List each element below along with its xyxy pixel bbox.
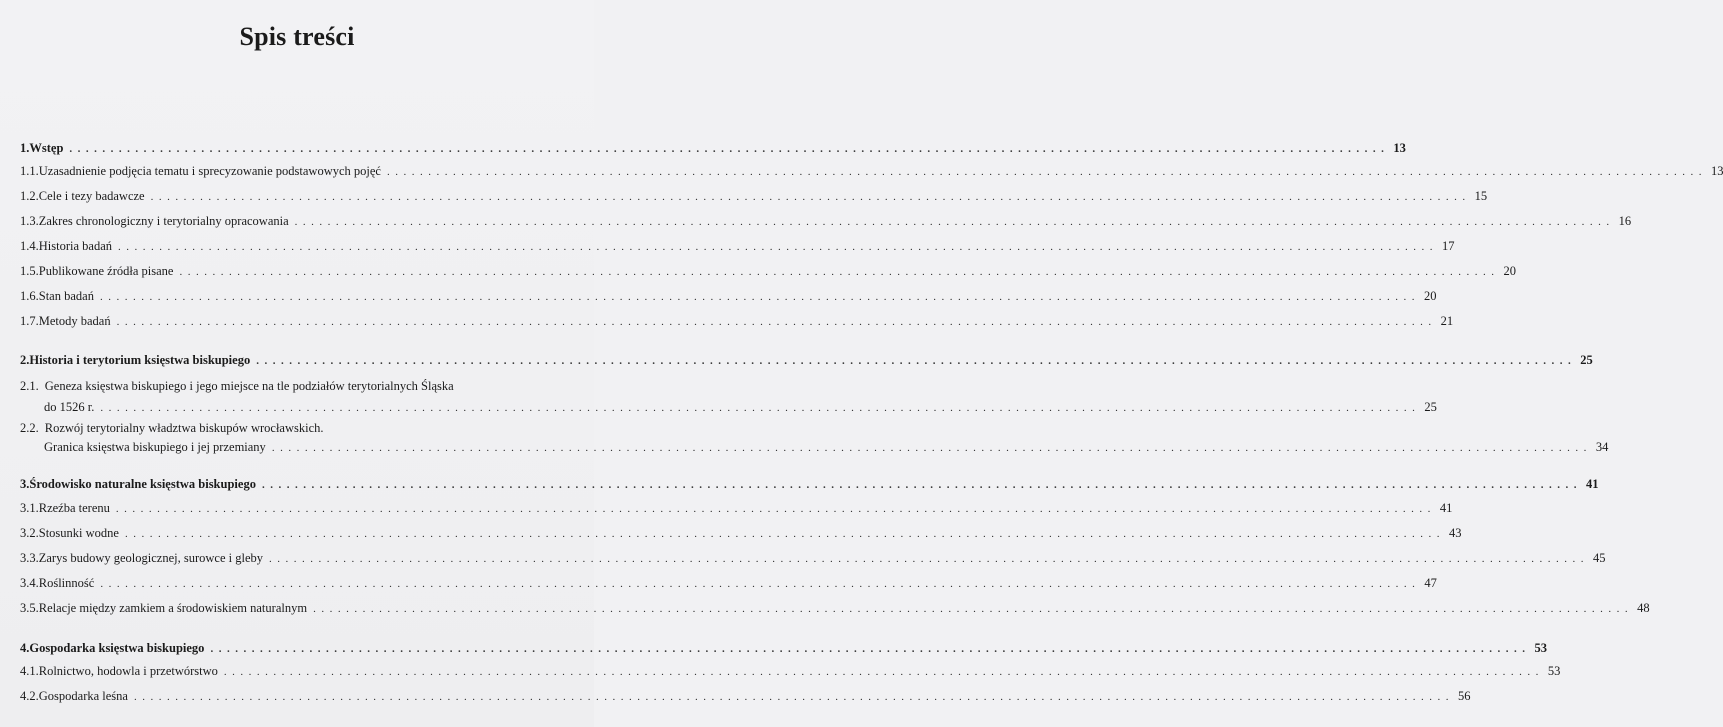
toc-entry (20, 575, 1437, 591)
toc-entry (20, 476, 1599, 492)
toc-entry-page: 34 (1595, 440, 1609, 454)
toc-entry-page: 47 (1424, 576, 1437, 590)
toc-entry-title: Rolnictwo, hodowla i przetwórstwo (38, 664, 218, 678)
dot-leader: ................................................................................................................................................................ (386, 166, 1707, 178)
dot-leader: ................................................................................................................................................................ (294, 216, 1615, 228)
toc-entry-number: 2.1. (20, 379, 39, 393)
toc-entry (20, 263, 1516, 279)
toc-entry (20, 163, 1723, 179)
toc-entry-line (20, 500, 1453, 516)
toc-entry-title: Publikowane źródła pisane (38, 264, 174, 278)
toc-entry-number: 1.3. (20, 214, 39, 228)
toc-entry-number: 1. (20, 141, 30, 155)
toc-entry-line (20, 140, 1406, 156)
toc-entry-page: 25 (1424, 400, 1437, 414)
toc-entry (20, 550, 1606, 566)
toc-entry-page: 41 (1439, 501, 1453, 515)
toc-entry-page: 41 (1585, 477, 1599, 491)
dot-leader: ................................................................................................................................................................ (210, 643, 1531, 655)
toc-entry-line (20, 213, 1632, 229)
toc-entry-number: 3.2. (20, 526, 39, 540)
dot-leader: ................................................................................................................................................................ (100, 402, 1421, 414)
dot-leader: ................................................................................................................................................................ (124, 528, 1445, 540)
toc-entry-line (20, 420, 570, 436)
toc-entry-title: Środowisko naturalne księstwa biskupiego (29, 477, 256, 491)
toc-entry-title: Historia i terytorium księstwa biskupiego (29, 353, 251, 367)
toc-entry-number: 3. (20, 477, 30, 491)
toc-entry-page: 53 (1534, 641, 1547, 655)
toc-entry-number: 1.5. (20, 264, 39, 278)
toc-entry-page: 20 (1503, 264, 1516, 278)
toc-entry-title: Rozwój terytorialny władztwa biskupów wrocławskich. (44, 421, 324, 435)
toc-entry-number: 3.3. (20, 551, 39, 565)
toc-entry-number: 2. (20, 353, 30, 367)
toc-entry-line (20, 575, 1437, 591)
toc-entry-number: 3.1. (20, 501, 39, 515)
dot-leader: ................................................................................................................................................................ (271, 442, 1592, 454)
toc-entry-line (20, 476, 1599, 492)
toc-entry-page: 53 (1547, 664, 1561, 678)
toc-entry-title: Stan badań (38, 289, 94, 303)
toc-entry-page: 21 (1440, 314, 1454, 328)
dot-leader: ................................................................................................................................................................ (223, 666, 1544, 678)
toc-entry-line (20, 640, 1547, 656)
toc-entry-page: 25 (1580, 353, 1593, 367)
toc-entry-title: Historia badań (38, 239, 112, 253)
toc-entry-page: 13 (1393, 141, 1406, 155)
toc-entry (20, 500, 1453, 516)
toc-entry-number: 4.2. (20, 689, 39, 703)
toc-entry-page: 15 (1474, 189, 1488, 203)
toc-entry-title: Roślinność (38, 576, 95, 590)
toc-entry-line (20, 688, 1471, 704)
toc-entry-title: Metody badań (38, 314, 111, 328)
toc-entry (20, 640, 1547, 656)
toc-entry-number: 1.6. (20, 289, 39, 303)
toc-entry-title: Cele i tezy badawcze (38, 189, 145, 203)
toc-entry (20, 140, 1406, 156)
toc-entry-line (20, 263, 1516, 279)
toc-entry-number: 1.2. (20, 189, 39, 203)
toc-entry-number: 4. (20, 641, 30, 655)
toc-entry (20, 188, 1488, 204)
toc-entry-number: 3.5. (20, 601, 39, 615)
dot-leader: ................................................................................................................................................................ (116, 316, 1437, 328)
toc-entry-title: Rzeźba terenu (38, 501, 110, 515)
toc-entry-title: Gospodarka księstwa biskupiego (29, 641, 205, 655)
toc-entry (20, 352, 1593, 368)
toc-entry (20, 288, 1437, 304)
toc-entry-line (20, 439, 1609, 455)
toc-entry-title: Wstęp (29, 141, 64, 155)
toc-entry-page: 13 (1710, 164, 1723, 178)
dot-leader: ................................................................................................................................................................ (256, 355, 1577, 367)
dot-leader: ................................................................................................................................................................ (118, 241, 1438, 253)
toc-entry (20, 663, 1561, 679)
dot-leader: ................................................................................................................................................................ (99, 291, 1420, 303)
toc-entry (20, 600, 1650, 616)
toc-entry-line (20, 600, 1650, 616)
toc-entry-line (20, 288, 1437, 304)
toc-entry-page: 48 (1637, 601, 1650, 615)
toc-entry-title: Uzasadnienie podjęcia tematu i sprecyzowanie podstawowych pojęć (38, 164, 381, 178)
toc-entry-page: 16 (1618, 214, 1632, 228)
dot-leader: ................................................................................................................................................................ (150, 191, 1471, 203)
toc-entry (20, 525, 1462, 541)
toc-entry-number: 3.4. (20, 576, 39, 590)
toc-entry (20, 420, 1609, 455)
toc-entry (20, 213, 1632, 229)
toc-entry-number: 2.2. (20, 421, 39, 435)
dot-leader: ................................................................................................................................................................ (100, 578, 1421, 590)
toc-entry-line (20, 313, 1454, 329)
dot-leader: ................................................................................................................................................................ (179, 266, 1500, 278)
toc-entry-page: 56 (1457, 689, 1471, 703)
dot-leader: ................................................................................................................................................................ (313, 603, 1634, 615)
toc-entry-page: 20 (1423, 289, 1437, 303)
toc-entry (20, 238, 1455, 254)
toc-entry-number: 4.1. (20, 664, 39, 678)
toc-entry-title-continued: Granica księstwa biskupiego i jej przemiany (44, 440, 266, 454)
toc-entry-number: 1.7. (20, 314, 39, 328)
toc-entry-number: 1.4. (20, 239, 39, 253)
toc-entry-line (20, 352, 1593, 368)
toc-entry-title: Zakres chronologiczny i terytorialny opracowania (38, 214, 289, 228)
toc-entry-line (20, 663, 1561, 679)
dot-leader: ................................................................................................................................................................ (115, 503, 1436, 515)
toc-entry-line (20, 399, 1437, 415)
toc-entry-title: Relacje między zamkiem a środowiskiem naturalnym (38, 601, 308, 615)
toc-entry-number: 1.1. (20, 164, 39, 178)
dot-leader: ................................................................................................................................................................ (133, 691, 1454, 703)
toc-entry-line (20, 525, 1462, 541)
dot-leader: ................................................................................................................................................................ (261, 479, 1582, 491)
toc-entry-page: 45 (1593, 551, 1606, 565)
toc-entry-line (20, 238, 1455, 254)
dot-leader: ................................................................................................................................................................ (269, 553, 1589, 565)
toc-entry-page: 17 (1442, 239, 1455, 253)
page-title: Spis treści (239, 22, 355, 51)
toc-entry-line (20, 188, 1488, 204)
toc-entry (20, 378, 1437, 415)
toc-entry-title: Gospodarka leśna (38, 689, 128, 703)
toc-entry-title: Zarys budowy geologicznej, surowce i gleby (38, 551, 263, 565)
toc-entry-line (20, 163, 1723, 179)
toc-entry-line (20, 550, 1606, 566)
toc-entry-page: 43 (1448, 526, 1462, 540)
dot-leader: ................................................................................................................................................................ (69, 143, 1390, 155)
toc-entry-title: Geneza księstwa biskupiego i jego miejsce na tle podziałów terytorialnych Śląska (44, 379, 454, 393)
toc-entry (20, 313, 1454, 329)
toc-entry (20, 688, 1471, 704)
toc-entry-title-continued: do 1526 r. (44, 400, 95, 414)
toc-entry-title: Stosunki wodne (38, 526, 119, 540)
toc-entry-line (20, 378, 570, 394)
